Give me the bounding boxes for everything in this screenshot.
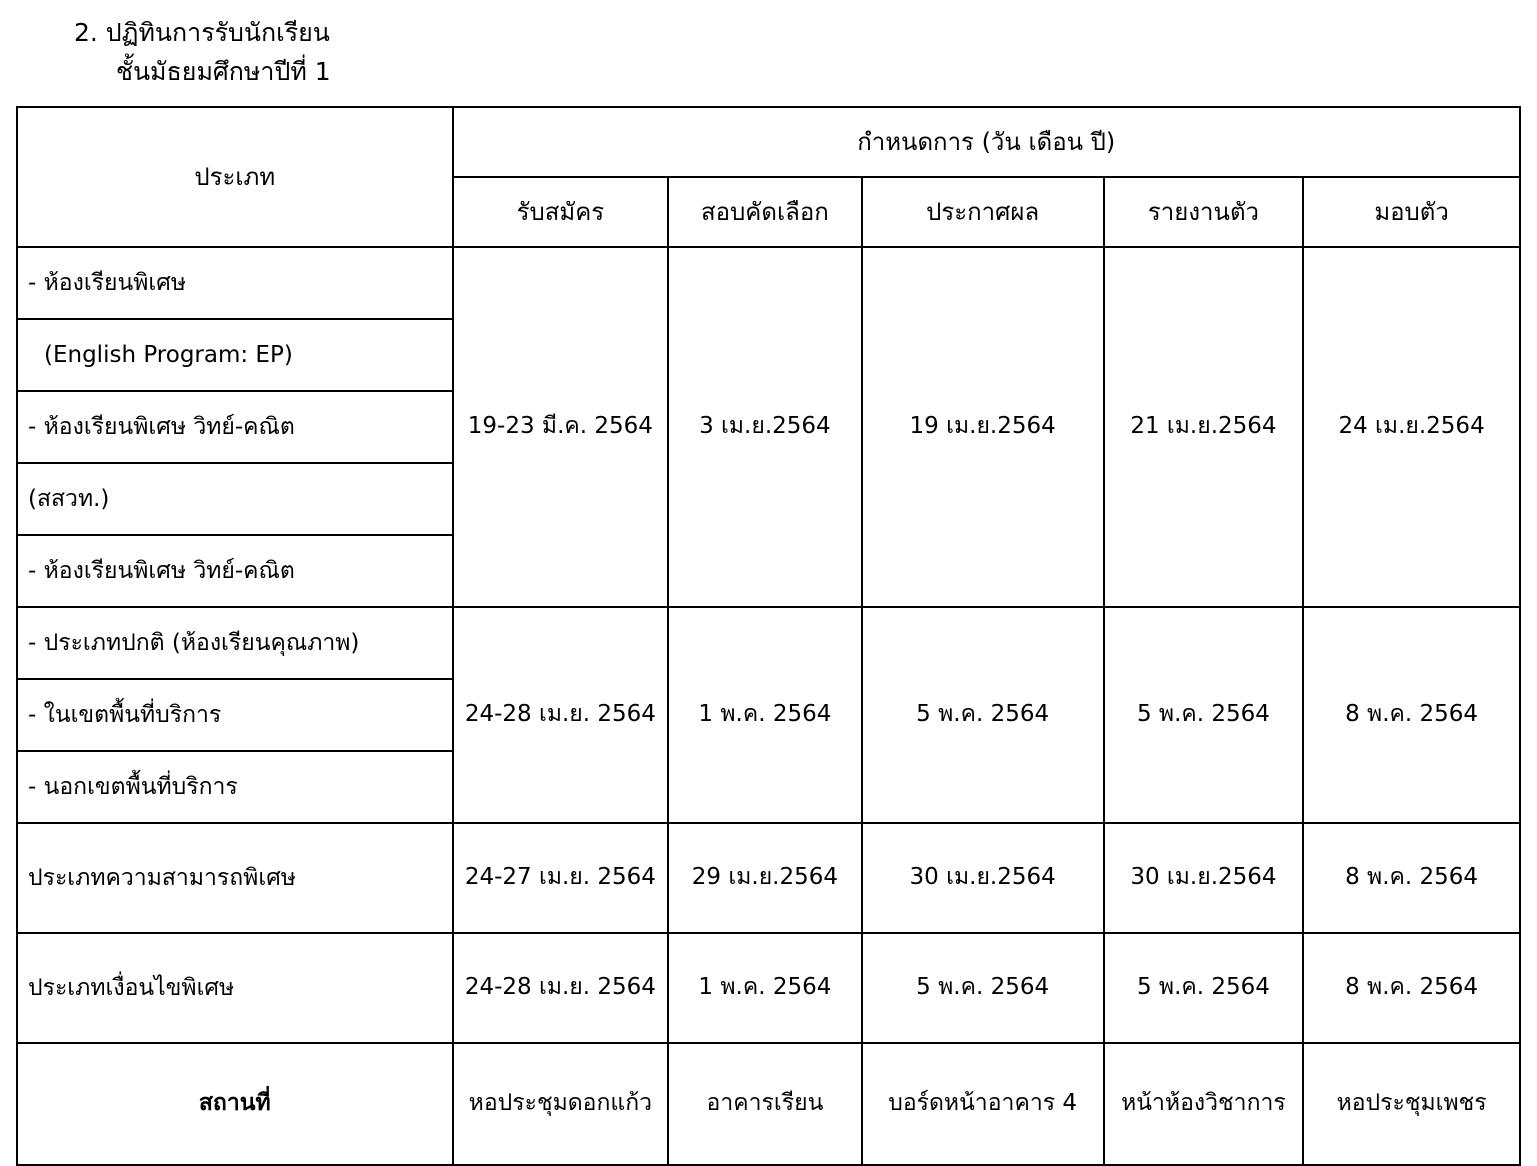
date-apply-group4: 24-28 เม.ย. 2564: [453, 933, 669, 1043]
date-exam-group1: 3 เม.ย.2564: [668, 247, 861, 607]
date-hand-group3: 8 พ.ค. 2564: [1303, 823, 1520, 933]
type-cell-ipst-sub: (สสวท.): [17, 463, 453, 535]
date-result-group1: 19 เม.ย.2564: [862, 247, 1104, 607]
date-result-group3: 30 เม.ย.2564: [862, 823, 1104, 933]
type-cell-special-ability: ประเภทความสามารถพิเศษ: [17, 823, 453, 933]
header-exam: สอบคัดเลือก: [668, 177, 861, 247]
type-cell-in-area: - ในเขตพื้นที่บริการ: [17, 679, 453, 751]
location-apply: หอประชุมดอกแก้ว: [453, 1043, 669, 1165]
page-title-line1: 2. ปฏิทินการรับนักเรียน: [74, 18, 330, 47]
location-hand: หอประชุมเพชร: [1303, 1043, 1520, 1165]
page-title: [0, 0, 1537, 92]
date-report-group3: 30 เม.ย.2564: [1104, 823, 1303, 933]
type-cell-ep: - ห้องเรียนพิเศษ: [17, 247, 453, 319]
date-exam-group4: 1 พ.ค. 2564: [668, 933, 861, 1043]
date-hand-group1: 24 เม.ย.2564: [1303, 247, 1520, 607]
header-apply: รับสมัคร: [453, 177, 669, 247]
date-apply-group2: 24-28 เม.ย. 2564: [453, 607, 669, 823]
date-report-group4: 5 พ.ค. 2564: [1104, 933, 1303, 1043]
table-row: [17, 823, 1520, 933]
date-apply-group3: 24-27 เม.ย. 2564: [453, 823, 669, 933]
admission-calendar-table: [16, 106, 1521, 1166]
header-report: รายงานตัว: [1104, 177, 1303, 247]
header-hand: มอบตัว: [1303, 177, 1520, 247]
date-hand-group2: 8 พ.ค. 2564: [1303, 607, 1520, 823]
type-cell-special-condition: ประเภทเงื่อนไขพิเศษ: [17, 933, 453, 1043]
location-report: หน้าห้องวิชาการ: [1104, 1043, 1303, 1165]
table-row: [17, 607, 1520, 679]
page-title-line2: ชั้นมัธยมศึกษาปีที่ 1: [116, 56, 331, 86]
type-cell-normal: - ประเภทปกติ (ห้องเรียนคุณภาพ): [17, 607, 453, 679]
type-cell-sci-math-ipst: - ห้องเรียนพิเศษ วิทย์-คณิต: [17, 391, 453, 463]
date-report-group1: 21 เม.ย.2564: [1104, 247, 1303, 607]
date-exam-group3: 29 เม.ย.2564: [668, 823, 861, 933]
table-row: [17, 247, 1520, 319]
header-result: ประกาศผล: [862, 177, 1104, 247]
date-result-group4: 5 พ.ค. 2564: [862, 933, 1104, 1043]
date-report-group2: 5 พ.ค. 2564: [1104, 607, 1303, 823]
type-cell-out-area: - นอกเขตพื้นที่บริการ: [17, 751, 453, 823]
header-schedule: กำหนดการ (วัน เดือน ปี): [453, 107, 1520, 177]
table-header-row-1: [17, 107, 1520, 177]
location-result: บอร์ดหน้าอาคาร 4: [862, 1043, 1104, 1165]
date-exam-group2: 1 พ.ค. 2564: [668, 607, 861, 823]
header-type: ประเภท: [17, 107, 453, 247]
date-hand-group4: 8 พ.ค. 2564: [1303, 933, 1520, 1043]
table-row: [17, 933, 1520, 1043]
location-exam: อาคารเรียน: [668, 1043, 861, 1165]
type-cell-sci-math: - ห้องเรียนพิเศษ วิทย์-คณิต: [17, 535, 453, 607]
location-label: สถานที่: [17, 1043, 453, 1165]
table-row-locations: [17, 1043, 1520, 1165]
date-apply-group1: 19-23 มี.ค. 2564: [453, 247, 669, 607]
date-result-group2: 5 พ.ค. 2564: [862, 607, 1104, 823]
type-cell-ep-sub: (English Program: EP): [17, 319, 453, 391]
